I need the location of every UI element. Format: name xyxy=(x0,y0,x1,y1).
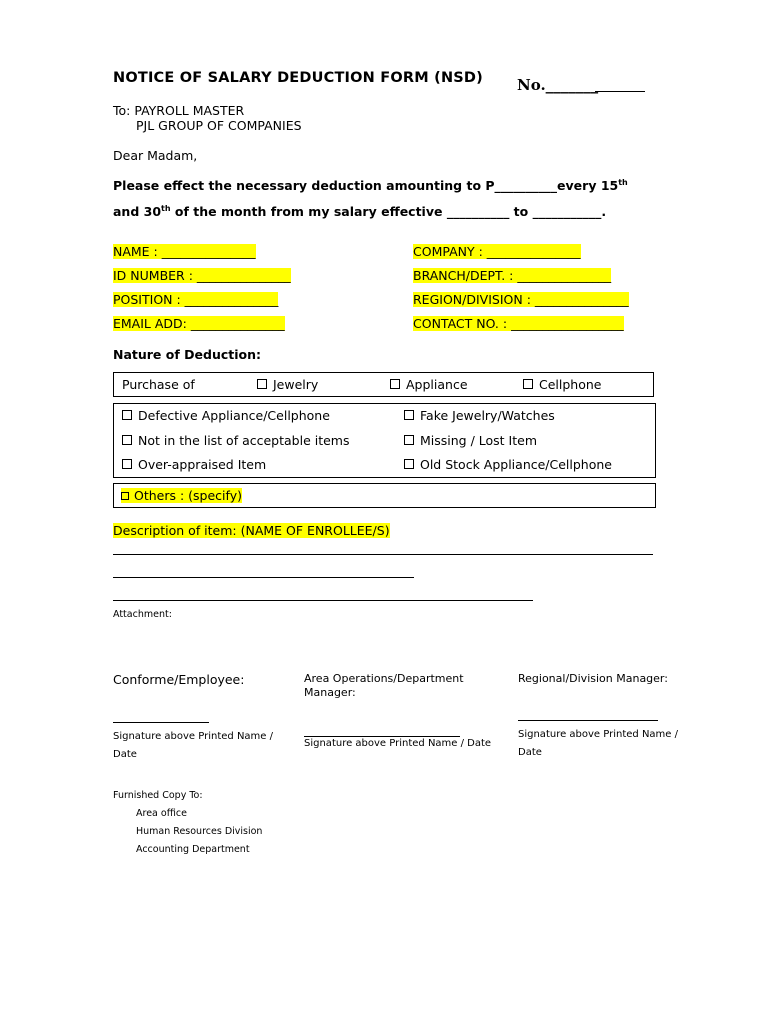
name-field[interactable]: NAME : _______________ xyxy=(113,244,256,259)
checkbox-icon xyxy=(390,379,400,389)
regional-manager-signature-line[interactable] xyxy=(518,720,658,721)
checkbox-others[interactable]: Others : (specify) xyxy=(121,488,242,503)
furnished-item: Human Resources Division xyxy=(136,826,263,837)
description-line-1[interactable] xyxy=(113,554,653,555)
regional-manager-signature-caption: Signature above Printed Name / Date xyxy=(518,729,678,758)
checkbox-icon xyxy=(122,459,132,469)
checkbox-not-in-list[interactable]: Not in the list of acceptable items xyxy=(122,433,350,448)
furnished-item: Area office xyxy=(136,808,187,819)
area-manager-signature-caption: Signature above Printed Name / Date xyxy=(304,738,492,749)
addressee-line-1: To: PAYROLL MASTER xyxy=(113,103,245,118)
addressee-line-2: PJL GROUP OF COMPANIES xyxy=(136,118,302,133)
checkbox-over-appraised[interactable]: Over-appraised Item xyxy=(122,457,266,472)
attachment-label: Attachment: xyxy=(113,609,172,620)
checkbox-appliance[interactable]: Appliance xyxy=(390,377,468,392)
area-manager-label: Area Operations/Department Manager: xyxy=(304,672,464,699)
checkbox-old-stock[interactable]: Old Stock Appliance/Cellphone xyxy=(404,457,612,472)
description-line-2[interactable] xyxy=(113,577,414,578)
document-number-line xyxy=(595,91,645,92)
checkbox-icon xyxy=(121,492,129,500)
conforme-employee-label: Conforme/Employee: xyxy=(113,672,245,687)
salutation: Dear Madam, xyxy=(113,148,198,163)
deduction-paragraph-line-2: and 30th of the month from my salary effective __________ to ___________. xyxy=(113,203,607,219)
checkbox-icon xyxy=(257,379,267,389)
document-number: No._______ xyxy=(517,76,599,94)
regional-manager-label: Regional/Division Manager: xyxy=(518,672,668,685)
furnished-copy-label: Furnished Copy To: xyxy=(113,790,203,801)
purchase-of-label: Purchase of xyxy=(122,377,195,392)
employee-signature-line[interactable] xyxy=(113,722,209,723)
form-title: NOTICE OF SALARY DEDUCTION FORM (NSD) xyxy=(113,70,483,86)
checkbox-icon xyxy=(404,459,414,469)
description-label: Description of item: (NAME OF ENROLLEE/S) xyxy=(113,523,390,538)
position-field[interactable]: POSITION : _______________ xyxy=(113,292,279,307)
checkbox-icon xyxy=(523,379,533,389)
furnished-item: Accounting Department xyxy=(136,844,250,855)
checkbox-missing-lost[interactable]: Missing / Lost Item xyxy=(404,433,537,448)
employee-signature-caption: Signature above Printed Name / Date xyxy=(113,731,273,760)
nature-of-deduction-heading: Nature of Deduction: xyxy=(113,347,261,362)
deduction-paragraph-line-1: Please effect the necessary deduction amounting to P__________every 15th xyxy=(113,177,628,193)
checkbox-icon xyxy=(404,410,414,420)
checkbox-jewelry[interactable]: Jewelry xyxy=(257,377,318,392)
checkbox-fake-jewelry[interactable]: Fake Jewelry/Watches xyxy=(404,408,555,423)
branch-dept-field[interactable]: BRANCH/DEPT. : _______________ xyxy=(413,268,612,283)
email-field[interactable]: EMAIL ADD: _______________ xyxy=(113,316,285,331)
contact-number-field[interactable]: CONTACT NO. : __________________ xyxy=(413,316,624,331)
description-line-3[interactable] xyxy=(113,600,533,601)
checkbox-icon xyxy=(122,435,132,445)
checkbox-icon xyxy=(122,410,132,420)
company-field[interactable]: COMPANY : _______________ xyxy=(413,244,581,259)
id-number-field[interactable]: ID NUMBER : _______________ xyxy=(113,268,291,283)
checkbox-cellphone[interactable]: Cellphone xyxy=(523,377,601,392)
checkbox-defective-appliance[interactable]: Defective Appliance/Cellphone xyxy=(122,408,330,423)
region-division-field[interactable]: REGION/DIVISION : _______________ xyxy=(413,292,629,307)
checkbox-icon xyxy=(404,435,414,445)
